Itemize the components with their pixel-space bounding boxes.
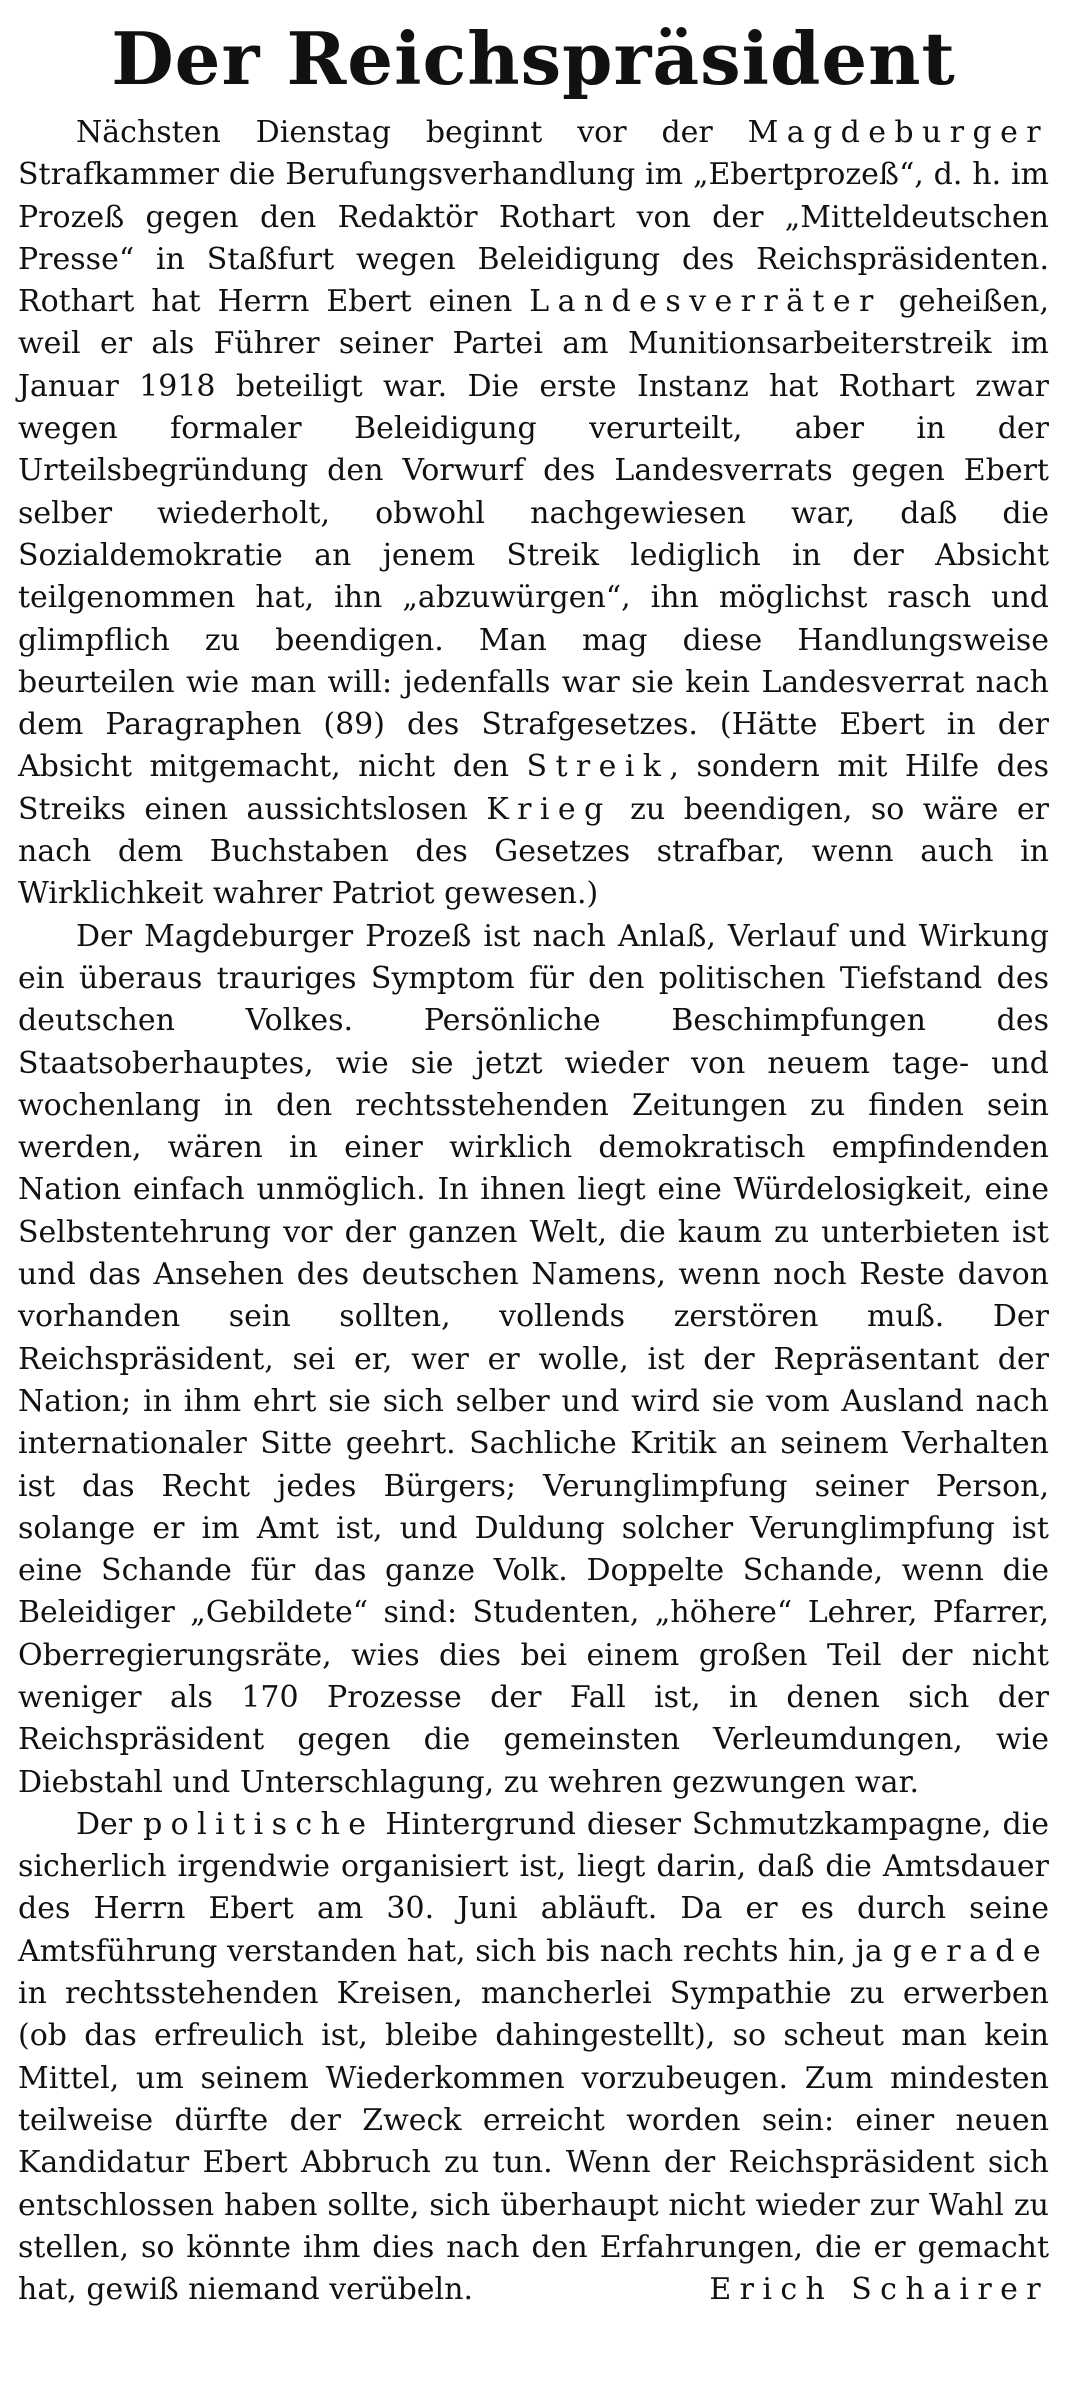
article-paragraph-1 (18, 112, 1049, 916)
paragraph-text: Der (76, 1806, 144, 1842)
paragraph-text: Nächsten Dienstag beginnt vor der (76, 115, 748, 150)
article-paragraph-3 (18, 1804, 1049, 2312)
paragraph-text: geheißen, weil er als Führer seiner Partei am Munitionsarbeiterstreik im Januar 1918 beteiligt war. Die erste Instanz hat Rothart zwar wegen formaler Beleidigung verurteilt, aber in der Urteilsbegründung den Vorwurf des Landesverrats gegen Ebert selber wiederholt, obwohl nachgewiesen war, daß die Sozialdemokratie an jenem Streik lediglich in der Absicht teilgenommen hat, ihn „abzuwürgen“, ihn möglichst rasch und glimpflich zu beendigen. Man mag diese Handlungsweise beurteilen wie man will: jedenfalls war sie kein Landesverrat nach dem Paragraphen (89) des Strafgesetzes. (Hätte Ebert in der Absicht mitgemacht, nicht den (18, 284, 1049, 785)
spaced-emphasis-text: Streik (526, 749, 670, 785)
article-body (18, 112, 1049, 2311)
spaced-emphasis-text: gerade (892, 1933, 1049, 1969)
spaced-emphasis-text: Landesverräter (529, 284, 882, 320)
paragraph-text: zu beendigen, so wäre er nach dem Buchstaben des Gesetzes strafbar, wenn auch in Wirklichkeit wahrer Patriot gewesen.) (18, 791, 1049, 912)
paragraph-text: in rechtsstehenden Kreisen, mancherlei Sympathie zu erwerben (ob das erfreulich ist, bleibe dahingestellt), so scheut man kein Mittel, um seinem Wiederkommen vorzubeugen. Zum mindesten teilweise dürfte der Zweck erreicht worden sein: einer neuen Kandidatur Ebert Abbruch zu tun. Wenn der Reichspräsident sich entschlossen haben sollte, sich überhaupt nicht wieder zur Wahl zu stellen, so könnte ihm dies nach den Erfahrungen, die er gemacht hat, gewiß niemand verübeln. (18, 1976, 1049, 2308)
article-headline: Der Reichspräsident (111, 16, 956, 101)
paragraph-text: Der Magdeburger Prozeß ist nach Anlaß, Verlauf und Wirkung ein überaus trauriges Symptom für den politischen Tiefstand des deutschen Volkes. Persönliche Beschimpfungen des Staatsoberhauptes, wie sie jetzt wieder von neuem tage- und wochenlang in den rechtsstehenden Zeitungen zu finden sein werden, wären in einer wirklich demokratisch empfindenden Nation einfach unmöglich. In ihnen liegt eine Würdelosigkeit, eine Selbstentehrung vor der ganzen Welt, die kaum zu unterbieten ist und das Ansehen des deutschen Namens, wenn noch Reste davon vorhanden sein sollten, vollends zerstören muß. Der Reichspräsident, sei er, wer er wolle, ist der Repräsentant der Nation; in ihm ehrt sie sich selber und wird sie vom Ausland nach internationaler Sitte geehrt. Sachliche Kritik an seinem Verhalten ist das Recht jedes Bürgers; Verunglimpfung seiner Person, solange er im Amt ist, und Duldung solcher Verunglimpfung ist eine Schande für das ganze Volk. Doppelte Schande, wenn die Beleidiger „Gebildete“ sind: Studenten, „höhere“ Lehrer, Pfarrer, Oberregierungsräte, wies dies bei einem großen Teil der nicht weniger als 170 Prozesse der Fall ist, in denen sich der Reichspräsident gegen die gemeinsten Verleumdungen, wie Diebstahl und Unterschlagung, zu wehren gezwungen war. (18, 918, 1049, 1800)
spaced-emphasis-text: Magdeburger (747, 115, 1049, 150)
article-paragraph-2 (18, 916, 1049, 1804)
author-signature: Erich Schairer (709, 2272, 1049, 2308)
paragraph-text: Strafkammer die Berufungsverhandlung im „Ebertprozeß“, d. h. im Prozeß gegen den Redaktör Rothart von der „Mitteldeutschen Presse“ in Staßfurt wegen Beleidigung des Reichspräsidenten. Rothart hat Herrn Ebert einen (18, 157, 1049, 320)
spaced-emphasis-text: politische (143, 1806, 375, 1842)
spaced-emphasis-text: Krieg (486, 791, 612, 827)
paragraph-text: , sondern mit Hilfe des Streiks einen aussichtslosen (18, 749, 1049, 827)
paragraph-text: Hintergrund dieser Schmutzkampagne, die sicherlich irgendwie organisiert ist, liegt darin, daß die Amtsdauer des Herrn Ebert am 30. Juni abläuft. Da er es durch seine Amtsführung verstanden hat, sich bis nach rechts hin, ja (18, 1806, 1049, 1969)
